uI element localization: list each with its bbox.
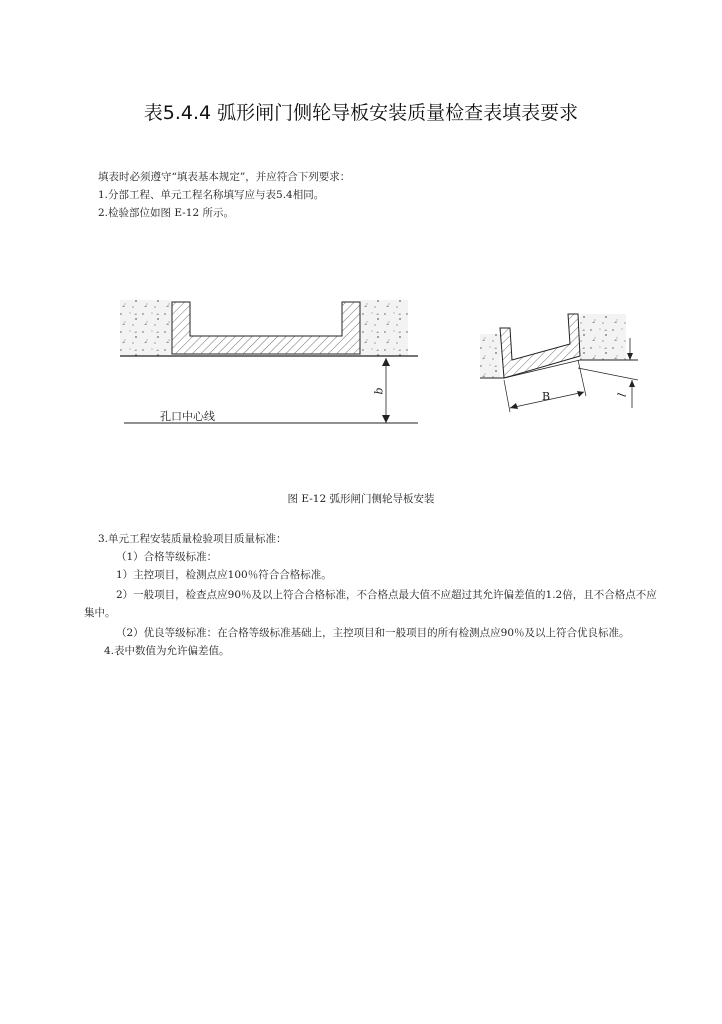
guide-plate-figure-right (478, 308, 648, 426)
concrete-right (360, 300, 408, 356)
section3-sub2: （2）优良等级标准：在合格等级标准基础上，主控项目和一般项目的所有检测点应90％及以上符合优良标准。 (116, 627, 630, 639)
dimension-b-label: b (372, 387, 386, 395)
intro-line-0: 填表时必须遵守“填表基本规定”，并应符合下列要求： (98, 171, 351, 183)
concrete-left (120, 300, 172, 356)
page-title: 表5.4.4 弧形闸门侧轮导板安装质量检查表填表要求 (143, 102, 579, 124)
dimension-B-label: B (542, 390, 551, 403)
intro-line-2: 2.检验部位如图 E-12 所示。 (98, 207, 234, 219)
intro-line-1: 1.分部工程、单元工程名称填写应与表5.4相同。 (98, 189, 325, 201)
section4: 4.表中数值为允许偏差值。 (104, 645, 230, 657)
section3-heading: 3.单元工程安装质量检验项目质量标准： (98, 533, 287, 545)
dimension-l-label: l (615, 392, 629, 398)
centerline-label: 孔口中心线 (160, 410, 215, 423)
guide-plate-channel (172, 302, 360, 354)
guide-plate-channel-slanted (500, 314, 580, 378)
concrete-left-r (480, 334, 500, 378)
section3-sub1: （1）合格等级标准： (116, 551, 218, 563)
section3-item1: 1）主控项目，检测点应100％符合合格标准。 (116, 569, 332, 581)
figure-caption: 图 E-12 弧形闸门侧轮导板安装 (287, 493, 435, 505)
section3-item2: 2）一般项目，检查点应90％及以上符合合格标准，不合格点最大值不应超过其允许偏差值的1.2倍，且不合格点不应集中。 (84, 589, 657, 619)
concrete-right-r (580, 314, 626, 360)
